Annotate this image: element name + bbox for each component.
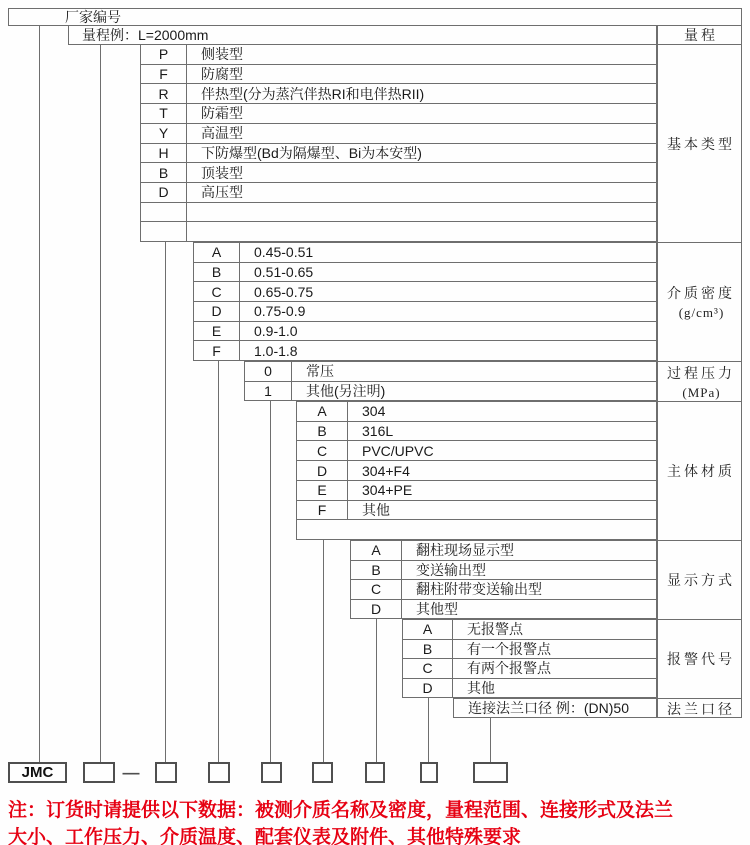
model-code-box-display	[365, 762, 385, 783]
code-cell: F	[194, 341, 240, 360]
basic-type-table	[140, 44, 657, 242]
model-code-box-material	[312, 762, 333, 783]
connector-line-alarm	[428, 698, 429, 762]
desc-cell: 有两个报警点	[467, 660, 551, 677]
code-cell: Y	[141, 124, 187, 143]
code-cell: B	[141, 163, 187, 182]
model-code-box-range	[83, 762, 115, 783]
table-row	[141, 45, 656, 64]
body-material-table	[296, 401, 657, 540]
category-label-process-pressure: 过程压力 (MPa)	[658, 362, 741, 402]
desc-cell: 无报警点	[467, 621, 523, 638]
desc-cell: 高温型	[201, 125, 243, 142]
manufacturer-number-label: 厂家编号	[65, 9, 121, 25]
table-row	[194, 321, 656, 341]
connector-line-pressure	[270, 401, 271, 762]
table-row	[351, 579, 656, 599]
table-row-empty	[141, 221, 656, 241]
code-cell: E	[194, 322, 240, 341]
table-row	[194, 262, 656, 282]
connector-line-range	[100, 44, 101, 762]
desc-cell: 304	[362, 403, 386, 420]
table-row	[297, 480, 656, 500]
range-example-label: 量程例：L=2000mm	[82, 27, 209, 43]
order-note	[8, 797, 748, 845]
model-prefix-box	[8, 762, 67, 783]
code-cell: A	[194, 243, 240, 262]
code-cell: T	[141, 104, 187, 123]
table-row	[245, 381, 656, 401]
table-row	[403, 658, 656, 678]
connector-line-basic-type	[165, 242, 166, 762]
model-code-box-basic-type	[155, 762, 177, 783]
table-row	[141, 64, 656, 84]
model-prefix-label: JMC	[21, 764, 54, 781]
flange-size-row	[453, 698, 657, 718]
manufacturer-number-row	[8, 8, 742, 26]
desc-cell: 1.0-1.8	[254, 342, 298, 359]
table-row	[351, 599, 656, 619]
connector-line-density	[218, 361, 219, 762]
desc-cell: 0.9-1.0	[254, 323, 298, 340]
desc-cell: 翻柱附带变送输出型	[416, 581, 542, 598]
connector-line-manufacturer	[39, 25, 40, 762]
desc-cell: 0.51-0.65	[254, 264, 314, 280]
connector-line-material	[323, 540, 324, 762]
table-row	[141, 123, 656, 143]
code-cell: C	[403, 659, 453, 678]
code-cell: P	[141, 45, 187, 64]
category-label-medium-density: 介质密度 (g/cm³)	[658, 243, 741, 362]
table-row-empty	[297, 519, 656, 539]
table-row	[351, 541, 656, 560]
desc-cell: 其他	[467, 679, 495, 696]
code-cell: A	[403, 620, 453, 639]
code-cell: F	[141, 65, 187, 84]
table-row	[403, 678, 656, 698]
table-row-empty	[141, 202, 656, 222]
desc-cell: 0.65-0.75	[254, 283, 314, 300]
connector-line-display	[376, 619, 377, 762]
desc-cell: 其他	[362, 501, 390, 518]
model-code-box-alarm	[420, 762, 438, 783]
category-label-alarm-code: 报警代号	[658, 620, 741, 699]
alarm-code-table	[402, 619, 657, 698]
desc-cell	[187, 222, 656, 241]
medium-density-table	[193, 242, 657, 361]
model-code-box-flange	[473, 762, 508, 783]
range-example-row	[68, 25, 657, 45]
category-label-range: 量程	[658, 26, 741, 45]
code-cell	[141, 203, 187, 222]
table-row	[194, 243, 656, 262]
table-row	[297, 421, 656, 441]
table-row	[194, 340, 656, 360]
code-cell: C	[194, 282, 240, 301]
desc-cell: 0.45-0.51	[254, 244, 314, 261]
desc-cell: 翻柱现场显示型	[416, 542, 514, 559]
table-row	[297, 402, 656, 421]
code-cell: A	[297, 402, 348, 421]
desc-cell: 下防爆型(Bd为隔爆型、Bi为本安型)	[201, 144, 422, 161]
table-row	[454, 699, 656, 717]
table-row	[403, 639, 656, 659]
model-code-box-density	[208, 762, 230, 783]
desc-cell: 连接法兰口径 例：(DN)50	[468, 700, 630, 716]
code-cell	[141, 222, 187, 241]
desc-cell: 高压型	[201, 184, 243, 201]
desc-cell: 顶装型	[201, 164, 243, 181]
connector-line-flange	[490, 718, 491, 762]
desc-cell: 0.75-0.9	[254, 303, 306, 320]
table-row	[141, 182, 656, 202]
order-note-line1: 注：订货时请提供以下数据：被测介质名称及密度，量程范围、连接形式及法兰	[8, 800, 674, 821]
code-cell: F	[297, 501, 348, 520]
code-cell: D	[351, 600, 402, 619]
code-cell: D	[194, 302, 240, 321]
table-row	[297, 500, 656, 520]
code-cell: C	[297, 441, 348, 460]
table-row	[141, 103, 656, 123]
code-cell: E	[297, 481, 348, 500]
desc-cell: 其他型	[416, 600, 458, 617]
code-cell: B	[297, 422, 348, 441]
desc-cell: 伴热型(分为蒸汽伴热RI和电伴热RII)	[201, 85, 425, 102]
table-row	[245, 362, 656, 381]
code-cell: D	[141, 183, 187, 202]
category-label-body-material: 主体材质	[658, 402, 741, 541]
code-cell: A	[351, 541, 402, 560]
code-cell: 1	[245, 382, 292, 401]
desc-cell: 侧装型	[201, 46, 243, 63]
desc-cell: 其他(另注明)	[306, 382, 386, 399]
table-row	[297, 460, 656, 480]
code-cell: B	[194, 263, 240, 282]
code-cell: R	[141, 84, 187, 103]
desc-cell: 有一个报警点	[467, 640, 551, 657]
desc-cell	[297, 520, 656, 539]
desc-cell: 防腐型	[201, 66, 243, 83]
code-cell: B	[351, 561, 402, 580]
desc-cell: 304+F4	[362, 462, 410, 479]
model-code-dash: —	[122, 762, 140, 782]
table-row	[141, 83, 656, 103]
category-label-flange-size: 法兰口径	[667, 703, 735, 718]
category-label-basic-type: 基本类型	[658, 45, 741, 243]
display-mode-table	[350, 540, 657, 619]
model-code-box-pressure	[261, 762, 282, 783]
table-row	[194, 301, 656, 321]
code-cell: H	[141, 144, 187, 163]
code-cell: 0	[245, 362, 292, 381]
desc-cell: 316L	[362, 423, 394, 440]
category-strip	[657, 25, 742, 718]
process-pressure-table	[244, 361, 657, 401]
table-row	[351, 560, 656, 580]
table-row	[403, 620, 656, 639]
code-cell: D	[297, 461, 348, 480]
code-cell: B	[403, 640, 453, 659]
table-row	[141, 162, 656, 182]
table-row	[297, 440, 656, 460]
desc-cell: 变送输出型	[416, 561, 486, 578]
desc-cell	[187, 203, 656, 222]
table-row	[141, 143, 656, 163]
order-note-line2: 大小、工作压力、介质温度、配套仪表及附件、其他特殊要求	[8, 827, 522, 845]
code-cell: C	[351, 580, 402, 599]
category-label-display-mode: 显示方式	[658, 541, 741, 620]
desc-cell: 防霜型	[201, 105, 243, 122]
desc-cell: 常压	[306, 363, 334, 380]
desc-cell: 304+PE	[362, 482, 413, 499]
table-row	[194, 281, 656, 301]
desc-cell: PVC/UPVC	[362, 442, 434, 459]
code-cell: D	[403, 679, 453, 698]
